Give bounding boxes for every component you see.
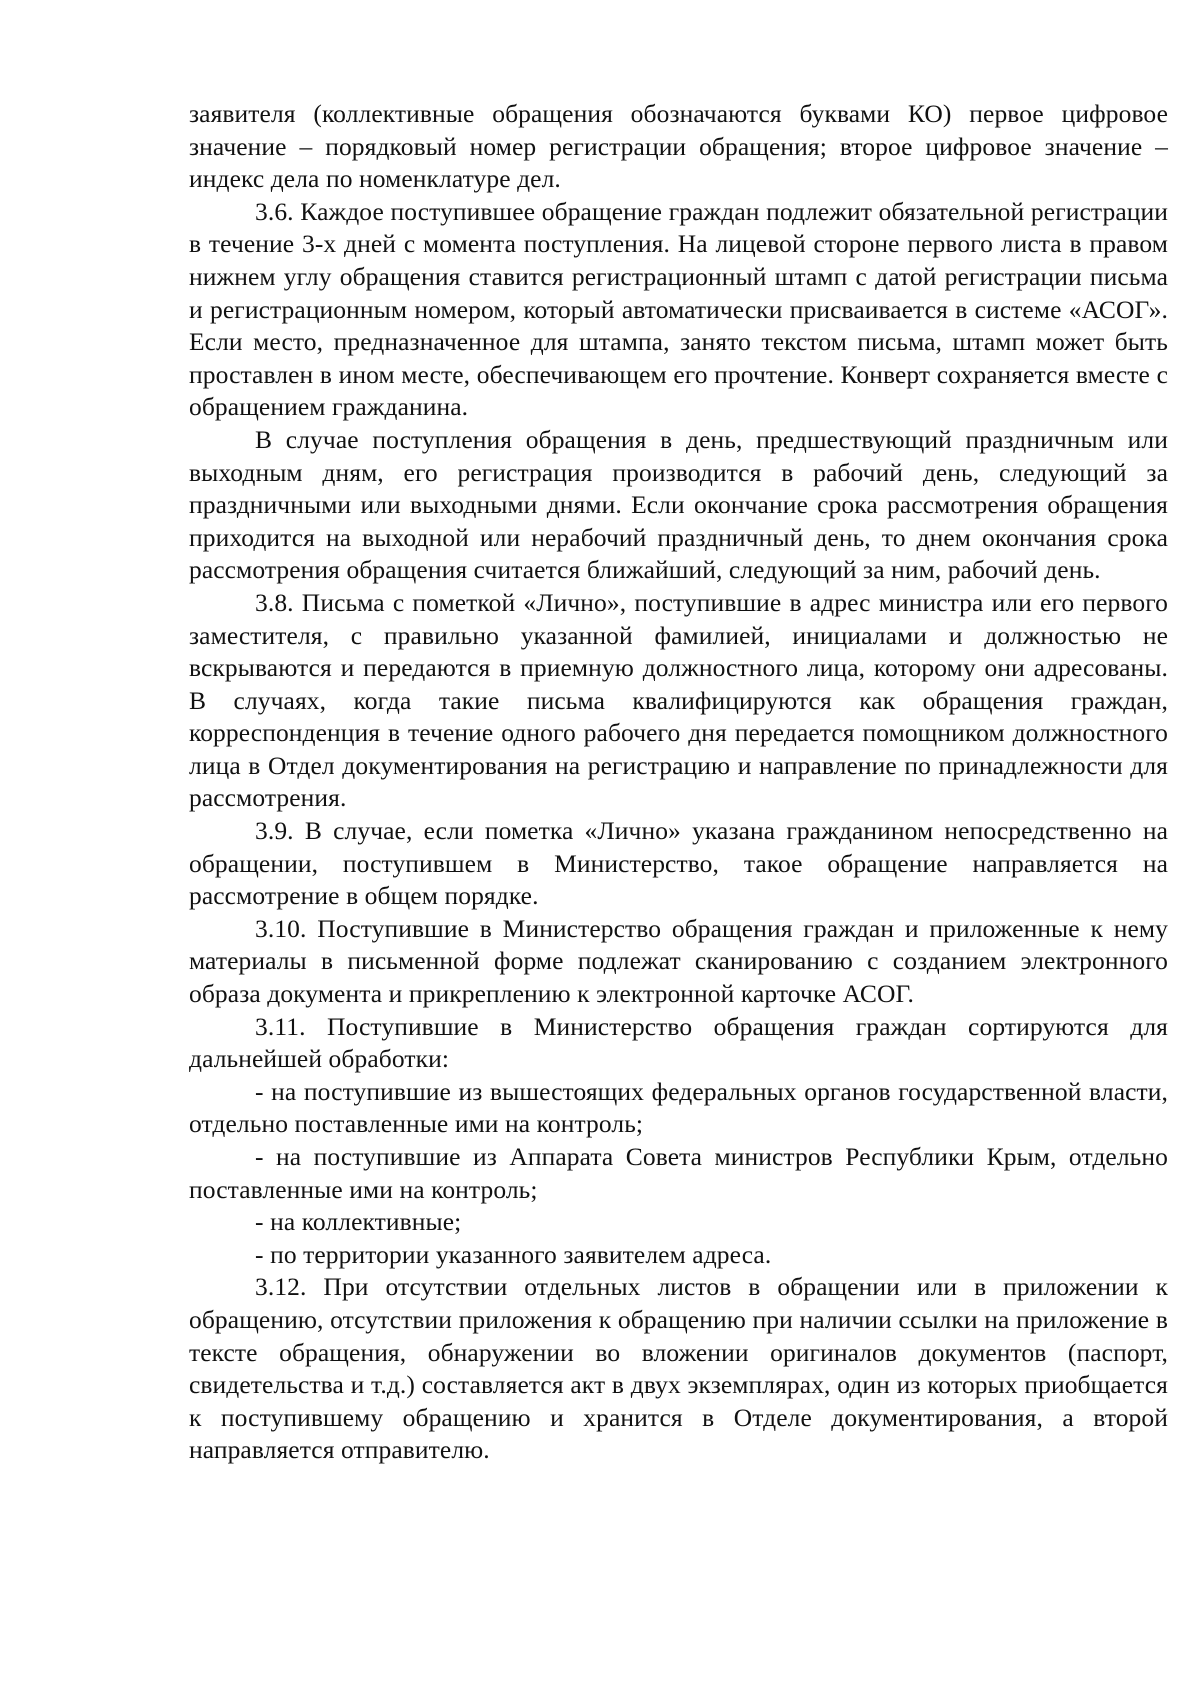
paragraph-3-8: 3.8. Письма с пометкой «Лично», поступившие в адрес министра или его первого заместителя, с правильно указанной фамилией, инициалами и должностью не вскрываются и передаются в приемную должностного лица, которому они адресованы. В случаях, когда такие письма квалифицируются как обращения граждан, корреспонденция в течение одного рабочего дня передается помощником должностного лица в Отдел документирования на регистрацию и направление по принадлежности для рассмотрения. [189,587,1168,813]
paragraph-continuation: заявителя (коллективные обращения обозначаются буквами КО) первое цифровое значение – порядковый номер регистрации обращения; второе цифровое значение – индекс дела по номенклатуре дел. [189,99,1168,194]
list-item-council: - на поступившие из Аппарата Совета министров Республики Крым, отдельно поставленные ими на контроль; [189,1142,1168,1204]
list-item-collective: - на коллективные; [255,1207,462,1237]
list-item-territory: - по территории указанного заявителем адреса. [255,1239,772,1269]
paragraph-3-6: 3.6. Каждое поступившее обращение граждан подлежит обязательной регистрации в течение 3-х дней с момента поступления. На лицевой стороне первого листа в правом нижнем углу обращения ставится регистрационный штамп с датой регистрации письма и регистрационным номером, который автоматически присваивается в системе «АСОГ». Если место, предназначенное для штампа, занято текстом письма, штамп может быть проставлен в ином месте, обеспечивающем его прочтение. Конверт сохраняется вместе с обращением гражданина. [189,196,1168,422]
paragraph-3-10: 3.10. Поступившие в Министерство обращения граждан и приложенные к нему материалы в письменной форме подлежат сканированию с созданием электронного образа документа и прикреплению к электронной карточке АСОГ. [189,913,1168,1009]
paragraph-holiday-registration: В случае поступления обращения в день, предшествующий праздничным или выходным дням, его регистрация производится в рабочий день, следующий за праздничными или выходными днями. Если окончание срока рассмотрения обращения приходится на выходной или нерабочий праздничный день, то днем окончания срока рассмотрения обращения считается ближайший, следующий за ним, рабочий день. [189,424,1168,585]
document-page [189,98,1168,1467]
paragraph-3-9: 3.9. В случае, если пометка «Лично» указана гражданином непосредственно на обращении, поступившем в Министерство, такое обращение направляется на рассмотрение в общем порядке. [189,816,1168,911]
paragraph-3-12: 3.12. При отсутствии отдельных листов в обращении или в приложении к обращению, отсутствии приложения к обращению при наличии ссылки на приложение в тексте обращения, обнаружении во вложении оригиналов документов (паспорт, свидетельства и т.д.) составляется акт в двух экземплярах, один из которых приобщается к поступившему обращению и хранится в Отделе документирования, а второй направляется отправителю. [189,1272,1168,1465]
list-item-federal: - на поступившие из вышестоящих федеральных органов государственной власти, отдельно поставленные ими на контроль; [189,1076,1168,1139]
paragraph-3-11: 3.11. Поступившие в Министерство обращения граждан сортируются для дальнейшей обработки: [189,1011,1168,1074]
